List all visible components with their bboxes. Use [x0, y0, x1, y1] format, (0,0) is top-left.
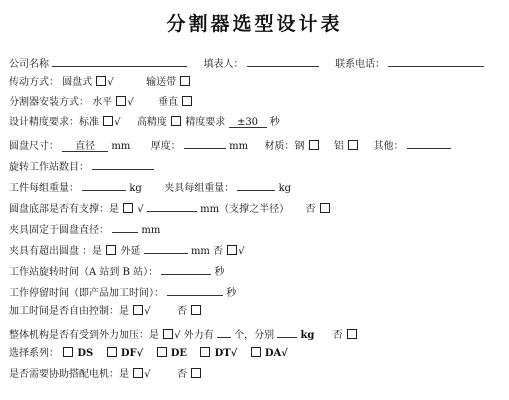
- stations-field[interactable]: [92, 158, 154, 170]
- disc-thickness-label: 厚度：: [150, 141, 181, 152]
- material-al-label: 铝: [334, 141, 344, 152]
- drive-disc-check: √: [107, 77, 114, 88]
- index-time-label: 工作站旋转时间（A 站到 B 站）：: [9, 267, 159, 278]
- row-precision: [9, 116, 280, 129]
- free-control-no-checkbox[interactable]: [191, 305, 201, 315]
- row-support: [9, 200, 331, 216]
- company-label: 公司名称: [9, 59, 49, 70]
- series-da-label: DA√: [264, 348, 288, 359]
- external-force-unit: kg: [300, 330, 315, 341]
- precision-high-label: 高精度: [136, 117, 167, 128]
- support-radius-field[interactable]: [147, 200, 197, 212]
- precision-high-checkbox[interactable]: [171, 116, 181, 126]
- fixture-dia-field[interactable]: [112, 221, 138, 233]
- mount-horizontal-check: √: [127, 97, 134, 108]
- fixture-weight-field[interactable]: [237, 179, 275, 191]
- form-title: 分割器选型设计表: [166, 13, 343, 35]
- stations-label: 旋转工作站数目：: [9, 162, 89, 173]
- motor-check: √: [144, 369, 151, 380]
- material-al-checkbox[interactable]: [348, 140, 358, 150]
- overhang-extent-field[interactable]: [144, 242, 188, 254]
- row-free-control: [9, 305, 202, 318]
- row-fixture-dia: [9, 221, 160, 237]
- series-df-checkbox[interactable]: [107, 347, 117, 357]
- series-dt-checkbox[interactable]: [200, 347, 210, 357]
- company-field[interactable]: [52, 55, 187, 67]
- workpiece-weight-unit: kg: [129, 183, 142, 194]
- support-radius-unit: mm（支撑之半径）: [200, 204, 290, 215]
- external-force-check: √: [174, 330, 181, 341]
- fixture-weight-unit: kg: [278, 183, 292, 194]
- series-de-checkbox[interactable]: [157, 347, 167, 357]
- external-force-yes-checkbox[interactable]: [163, 329, 173, 339]
- external-force-no-checkbox[interactable]: [347, 329, 357, 339]
- row-drive: [9, 76, 191, 89]
- motor-no-checkbox[interactable]: [191, 368, 201, 378]
- overhang-yes-label: 夹具有超出圆盘 ：是: [9, 246, 103, 257]
- free-control-check: √: [144, 306, 151, 317]
- free-control-yes-label: 加工时间是否自由控制：是: [9, 306, 129, 317]
- filler-field[interactable]: [247, 55, 319, 67]
- external-force-no-label: 否: [332, 330, 343, 341]
- motor-yes-label: 是否需要协助搭配电机：是: [9, 369, 129, 380]
- series-df-label: DF√: [120, 348, 144, 359]
- series-ds-checkbox[interactable]: [63, 347, 73, 357]
- precision-standard-checkbox[interactable]: [103, 116, 113, 126]
- workpiece-weight-field[interactable]: [82, 179, 126, 191]
- workpiece-weight-label: 工件每组重量：: [9, 183, 79, 194]
- dwell-time-label: 工作停留时间（即产品加工时间）：: [9, 288, 164, 299]
- fixture-dia-unit: mm: [141, 225, 161, 236]
- disc-size-label: 圆盘尺寸：: [9, 141, 59, 152]
- disc-thickness-unit: mm: [229, 141, 249, 152]
- row-mount: [9, 96, 193, 109]
- drive-disc-checkbox[interactable]: [96, 76, 106, 86]
- precision-standard-check: √: [114, 117, 121, 128]
- filler-label: 填表人：: [203, 59, 244, 70]
- precision-standard-label: 设计精度要求：标准: [9, 117, 99, 128]
- free-control-no-label: 否: [176, 306, 187, 317]
- external-force-yes-label: 整体机构是否有受到外力加压：是: [9, 330, 159, 341]
- row-weights: [9, 179, 291, 195]
- precision-req-label: 精度要求: [185, 117, 226, 128]
- material-steel-label: 材质：钢: [264, 141, 305, 152]
- dwell-time-unit: 秒: [226, 288, 237, 299]
- mount-horizontal-label: 水平: [92, 97, 113, 108]
- fixture-dia-label: 夹具固定于圆盘直径：: [9, 225, 109, 236]
- support-yes-label: 圆盘底部是否有支撑：是: [9, 204, 119, 215]
- row-company: [9, 55, 484, 71]
- series-ds-label: DS: [77, 348, 94, 359]
- index-time-field[interactable]: [161, 263, 211, 275]
- external-force-count-field[interactable]: [217, 326, 231, 338]
- material-other-label: 其他：: [373, 141, 404, 152]
- drive-disc-label: 圆盘式: [62, 77, 93, 88]
- series-da-checkbox[interactable]: [251, 347, 261, 357]
- support-no-label: 否: [305, 204, 316, 215]
- overhang-extent-label: 外延: [120, 246, 141, 257]
- external-force-each-label: 个，分别: [234, 330, 275, 341]
- phone-label: 联系电话：: [335, 59, 386, 70]
- disc-thickness-field[interactable]: [184, 137, 226, 149]
- index-time-unit: 秒: [214, 267, 225, 278]
- motor-yes-checkbox[interactable]: [133, 368, 143, 378]
- row-overhang: [9, 242, 245, 258]
- overhang-no-checkbox[interactable]: [227, 245, 237, 255]
- row-series: [9, 347, 288, 360]
- motor-no-label: 否: [176, 369, 187, 380]
- row-external-force: [9, 326, 358, 342]
- drive-belt-label: 输送带: [146, 77, 177, 88]
- mount-horizontal-checkbox[interactable]: [116, 96, 126, 106]
- series-label: 选择系列：: [9, 348, 59, 359]
- material-steel-checkbox[interactable]: [309, 140, 319, 150]
- precision-value[interactable]: ±30: [229, 116, 267, 128]
- mount-vertical-label: 垂直: [158, 97, 179, 108]
- external-force-kg-field[interactable]: [277, 326, 297, 338]
- dwell-time-field[interactable]: [167, 284, 223, 296]
- series-de-label: DE: [170, 348, 188, 359]
- support-no-checkbox[interactable]: [320, 203, 330, 213]
- row-index-time: [9, 263, 224, 279]
- mount-vertical-checkbox[interactable]: [182, 96, 192, 106]
- material-other-field[interactable]: [407, 137, 451, 149]
- row-disc-size: [9, 137, 451, 153]
- disc-diameter-unit: mm: [111, 141, 131, 152]
- row-dwell-time: [9, 284, 236, 300]
- overhang-yes-checkbox[interactable]: [106, 245, 116, 255]
- row-motor: [9, 368, 202, 381]
- overhang-no-label: mm 否: [190, 246, 224, 257]
- external-force-count-label: 外力有: [183, 330, 214, 341]
- precision-unit: 秒: [269, 117, 280, 128]
- support-check: √: [137, 204, 144, 215]
- phone-field[interactable]: [388, 55, 484, 67]
- disc-diameter-field[interactable]: 直径: [62, 140, 108, 152]
- overhang-no-check: √: [238, 246, 245, 257]
- row-stations: [9, 158, 154, 174]
- series-dt-label: DT√: [214, 348, 238, 359]
- drive-label: 传动方式：: [9, 77, 59, 88]
- drive-belt-checkbox[interactable]: [180, 76, 190, 86]
- mount-label: 分割器安装方式：: [9, 97, 89, 108]
- free-control-yes-checkbox[interactable]: [133, 305, 143, 315]
- fixture-weight-label: 夹具每组重量：: [164, 183, 235, 194]
- support-yes-checkbox[interactable]: [123, 203, 133, 213]
